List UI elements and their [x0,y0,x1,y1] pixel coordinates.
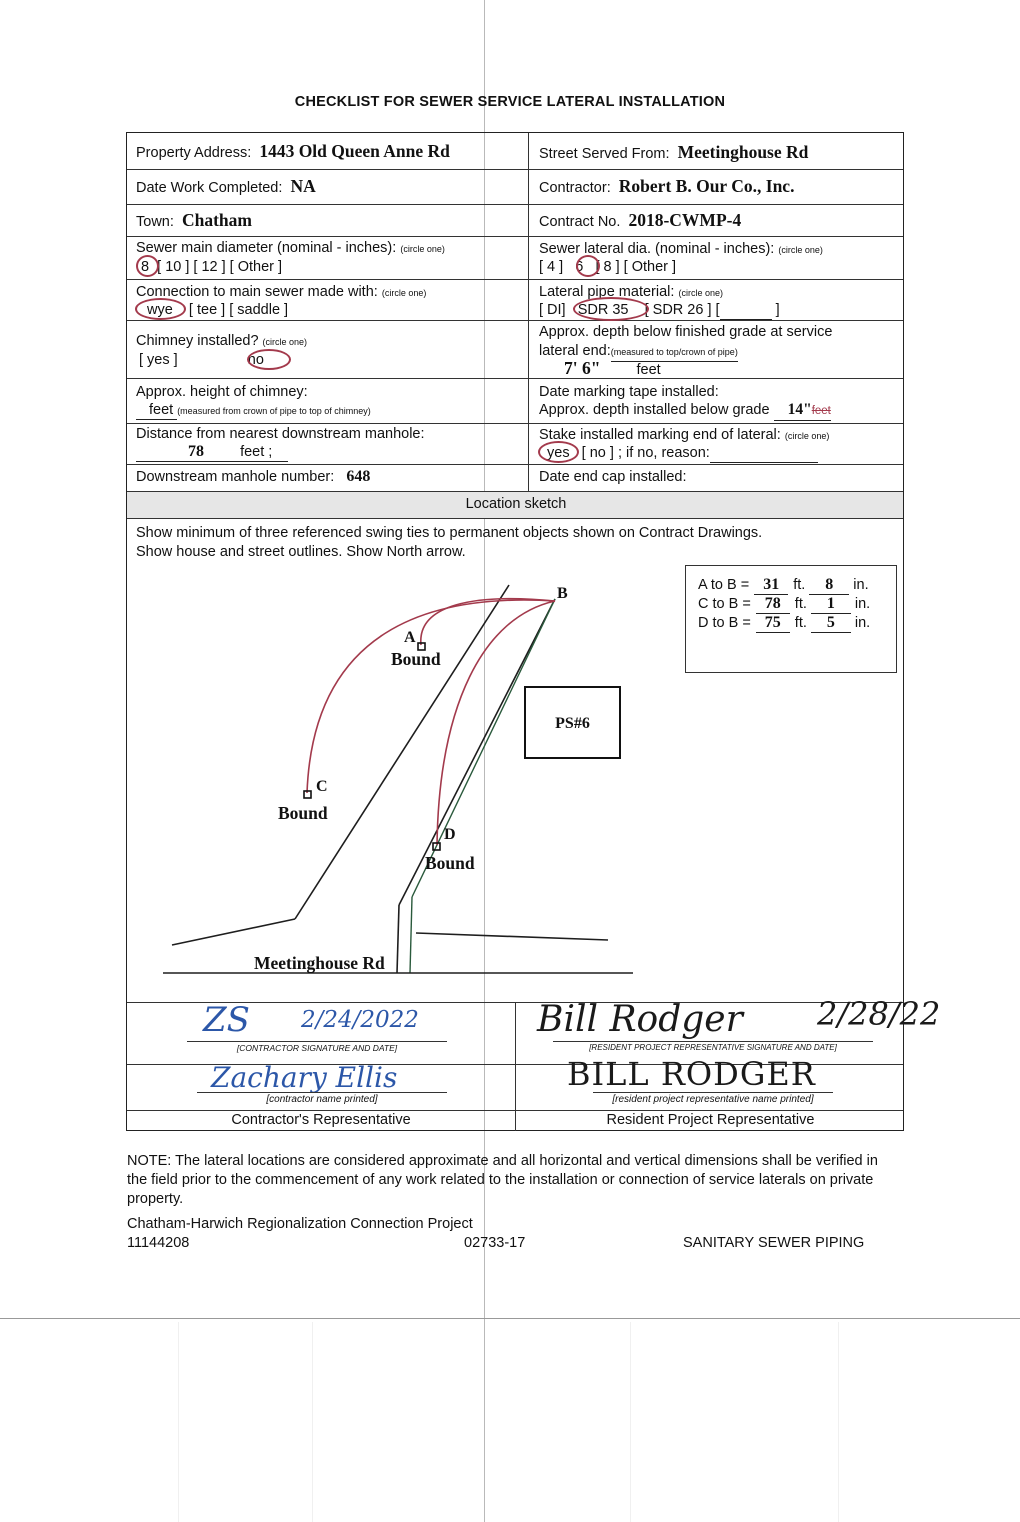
tie-line-c [307,600,555,793]
tie-feet-unit: ft. [794,615,807,631]
lateral-option-6: 6 [575,259,584,275]
date-completed-value: NA [290,176,316,196]
pump-station-label: PS#6 [555,715,590,732]
point-d-label: D [444,826,456,843]
row-divider [127,378,903,379]
contractor-name-handwritten: Zachary Ellis [211,1061,398,1094]
resident-signature: Bill Rodger [537,999,743,1040]
section-title: SANITARY SEWER PIPING [683,1235,865,1251]
footer-note: NOTE: The lateral locations are considered approximate and all horizontal and vertical dimensions shall be verified in the field prior to the commencement of any work related to the installation or connection of service laterals on private property. [127,1153,878,1207]
lateral-dia-label: Sewer lateral dia. (nominal - inches): (circle one) [539,241,823,257]
stake-option-yes: yes [547,445,570,461]
tie-feet-value: 31 [754,576,788,595]
lateral-dia-options: [ 4 ] 6 [ 8 ] [ Other ] [539,259,677,275]
resident-role: Resident Project Representative [606,1112,815,1128]
row-divider [127,518,903,519]
ruled-guide [630,1322,631,1522]
stake-options: yes [ no ] ; if no, reason: [547,444,818,463]
sketch-instruction: Show house and street outlines. Show North arrow. [136,544,466,560]
chimney-height-label: Approx. height of chimney: [136,384,308,400]
tie-inch-value: 1 [811,595,851,614]
connection-label: Connection to main sewer made with: (circle one) [136,284,427,300]
pipe-material-label: Lateral pipe material: (circle one) [539,284,723,300]
bound-label-a: Bound [391,649,441,669]
row-divider [127,204,903,205]
town-field: Town: Chatham [136,210,252,230]
tie-label: C to B = [698,596,751,612]
tape-depth-value: 14" [787,401,812,418]
point-b-label: B [557,585,568,602]
contractor-initials: ZS [203,1000,250,1040]
town-value: Chatham [181,210,252,230]
row-divider [127,236,903,237]
selection-circle [135,298,186,320]
chimney-option-no: no [247,352,264,368]
resident-date: 2/28/22 [817,995,941,1033]
connection-options: wye [ tee ] [ saddle ] [147,302,289,318]
manhole-value: 648 [346,468,371,485]
street-served-field: Street Served From: Meetinghouse Rd [539,142,809,162]
road-edge-line [172,919,295,945]
chimney-height-field: feet (measured from crown of pipe to top of chimney) [136,401,371,420]
contractor-date: 2/24/2022 [301,1007,419,1033]
location-sketch [127,565,903,1001]
distance-label: Distance from nearest downstream manhole: [136,426,425,442]
tie-inch-value: 5 [811,614,851,633]
contractor-field: Contractor: Robert B. Our Co., Inc. [539,176,795,196]
selection-circle [247,349,291,370]
ruled-guide [838,1322,839,1522]
sketch-instruction: Show minimum of three referenced swing ties to permanent objects shown on Contract Drawings. [136,525,763,541]
tie-feet-unit: ft. [794,596,807,612]
street-served-value: Meetinghouse Rd [677,142,809,162]
row-divider [127,423,903,424]
depth-label-2: lateral end:(measured to top/crown of pipe) [539,342,738,362]
depth-value: 7' 6" [564,358,601,378]
ruled-guide [178,1322,179,1522]
page-separator [0,1318,1020,1319]
tape-date-label: Date marking tape installed: [539,384,719,400]
document-number: 11144208 [127,1235,190,1251]
row-divider [127,279,903,280]
tie-feet-value: 75 [756,614,790,633]
end-cap-field: Date end cap installed: [539,469,687,485]
selection-circle [573,297,649,321]
contractor-role: Contractor's Representative [231,1112,411,1128]
row-divider [127,320,903,321]
distance-value: 78 [188,443,204,460]
resident-name-handwritten: BILL RODGER [567,1055,816,1093]
point-a-label: A [404,629,416,646]
column-divider [528,133,529,491]
pipe-option-sdr35: SDR 35 [577,302,629,318]
main-option-8: 8 [141,259,150,275]
selection-circle [136,255,159,277]
road-edge-line [397,905,399,973]
tie-feet-value: 78 [756,595,790,614]
bound-label-d: Bound [425,853,475,873]
form-title: CHECKLIST FOR SEWER SERVICE LATERAL INSTALLATION [294,94,726,110]
sketch-header: Location sketch [465,496,567,512]
row-divider [127,169,903,170]
chimney-label: Chimney installed? (circle one) [136,333,308,349]
tie-inch-value: 8 [809,576,849,595]
main-diameter-options: 8 [ 10 ] [ 12 ] [ Other ] [141,259,283,275]
project-name: Chatham-Harwich Regionalization Connection Project [127,1216,473,1232]
point-c-label: C [316,778,328,795]
manhole-field: Downstream manhole number: 648 [136,468,371,485]
lateral-line [410,897,412,973]
resident-sig-caption: [RESIDENT PROJECT REPRESENTATIVE SIGNATURE AND DATE] [553,1041,873,1054]
tie-inch-unit: in. [854,615,871,631]
contract-no-field: Contract No. 2018-CWMP-4 [539,210,742,230]
selection-circle [538,441,579,463]
date-completed-field: Date Work Completed: NA [136,176,316,196]
main-diameter-label: Sewer main diameter (nominal - inches): (circle one) [136,240,445,256]
contract-no-value: 2018-CWMP-4 [628,210,742,230]
tape-depth-field: Approx. depth installed below grade 14"feet [539,401,831,421]
contractor-sig-caption: [CONTRACTOR SIGNATURE AND DATE] [187,1041,447,1054]
road-edge-line [399,599,555,905]
tie-label: A to B = [698,577,750,593]
selection-circle [576,255,600,277]
tie-feet-unit: ft. [793,577,806,593]
depth-value-field: 7' 6" feet [564,358,661,378]
contractor-value: Robert B. Our Co., Inc. [618,176,795,196]
bound-label-c: Bound [278,803,328,823]
stake-label: Stake installed marking end of lateral: (circle one) [539,427,830,443]
section-number: 02733-17 [464,1235,526,1251]
road-edge-line [416,933,608,940]
contractor-name-caption: [contractor name printed] [197,1092,447,1106]
connection-option-wye: wye [147,302,173,318]
tie-label: D to B = [698,615,751,631]
road-label: Meetinghouse Rd [254,953,385,973]
property-address-value: 1443 Old Queen Anne Rd [259,141,450,161]
resident-name-caption: [resident project representative name printed] [593,1092,833,1106]
pipe-material-options: [ DI] SDR 35 [ SDR 26 ] [ ] [539,302,780,318]
ruled-guide [312,1322,313,1522]
distance-field: 78 feet ; [136,443,288,462]
tie-inch-unit: in. [853,577,869,593]
property-address-field: Property Address: 1443 Old Queen Anne Rd [136,141,450,161]
chimney-options: [ yes ] no [139,352,264,368]
row-divider [127,464,903,465]
tie-inch-unit: in. [854,596,871,612]
depth-label: Approx. depth below finished grade at service [539,324,833,340]
checklist-form [126,132,941,1131]
